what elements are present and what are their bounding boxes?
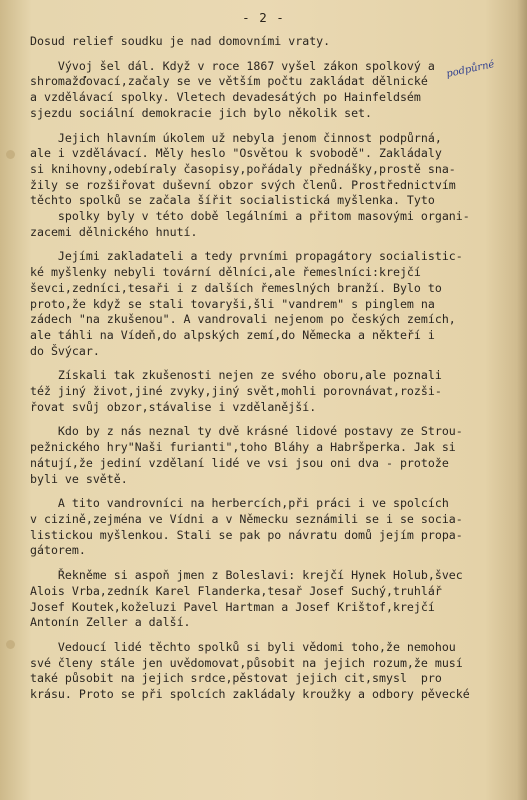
text-line: Antonín Zeller a další. [30,615,191,630]
body-text [30,34,500,703]
text-line: spolky byly v této době legálními a přitom masovými organi- [30,209,470,224]
text-line: zacemi dělnického hnutí. [30,224,198,239]
paragraph [30,640,500,703]
text-line: žily se rozšiřovat duševní obzor svých členů. Prostřednictvím [30,177,456,192]
text-line: do Švýcar. [30,343,100,358]
text-line: své členy stále jen uvědomovat,působit na jejich rozum,že musí [30,655,463,670]
text-line: v cizině,zejména ve Vídni a v Německu seznámili se i se socia- [30,511,463,526]
text-line: též jiný život,jiné zvyky,jiný svět,mohli porovnávat,rozši- [30,384,442,399]
paragraph [30,34,500,50]
text-line: Dosud relief soudku je nad domovními vraty. [30,34,331,48]
text-line: Alois Vrba,zedník Karel Flanderka,tesař Josef Suchý,truhlář [30,583,442,598]
text-line: A tito vandrovníci na herbercích,při práci i ve spolcích [30,496,449,511]
text-line: krásu. Proto se při spolcích zakládaly kroužky a odbory pěvecké [30,687,470,702]
text-line: Získali tak zkušenosti nejen ze svého oboru,ale poznali [30,368,442,383]
page-number: - 2 - [242,10,285,25]
text-line: Jejími zakladateli a tedy prvními propagátory socialistic- [30,249,463,264]
text-line: ale i vzdělávací. Měly heslo "Osvětou k svobodě". Zakládaly [30,146,442,161]
handwritten-margin-note: podpůrné [445,59,496,80]
text-line: pežnického hry"Naši furianti",toho Bláhy a Habršperka. Jak si [30,440,456,455]
text-line: Vývoj šel dál. Když v roce 1867 vyšel zákon spolkový a [30,58,435,73]
text-line: nátují,že jediní vzdělaní lidé ve vsi jsou oni dva - protože [30,455,449,470]
paragraph [30,424,500,487]
text-line: Řekněme si aspoň jmen z Boleslavi: krejčí Hynek Holub,švec [30,568,463,583]
text-line: Jejich hlavním úkolem už nebyla jenom činnost podpůrná, [30,130,442,145]
text-line: a vzdělávací spolky. Vletech devadesátých po Hainfeldsém [30,90,421,105]
text-line: zádech "na zkušenou". A vandrovali nejenom po českých zemích, [30,312,456,327]
text-line: ale táhli na Vídeň,do alpských zemí,do Německa a někteří i [30,327,435,342]
text-line: Kdo by z nás neznal ty dvě krásné lidové postavy ze Strou- [30,424,463,439]
text-line: proto,že když se stali tovaryši,šli "vandrem" s pinglem na [30,296,435,311]
text-line: těchto spolků se začala šířit socialistická myšlenka. Tyto [30,193,435,208]
paragraph [30,59,500,122]
paragraph [30,368,500,415]
text-line: sjezdu sociální demokracie jich bylo několik set. [30,105,373,120]
text-line: shromažďovací,začaly se ve větším počtu zakládat dělnické [30,74,428,89]
text-line: Josef Koutek,koželuzi Pavel Hartman a Josef Krištof,krejčí [30,599,435,614]
text-line: ké myšlenky nebyli tovární dělníci,ale řemeslníci:krejčí [30,265,421,280]
paragraph [30,131,500,241]
paragraph [30,496,500,559]
text-line: byli ve světě. [30,471,128,486]
text-line: Vedoucí lidé těchto spolků si byli vědomi toho,že nemohou [30,639,456,654]
text-line: si knihovny,odebíraly časopisy,pořádaly přednášky,prostě sna- [30,161,456,176]
punch-hole-bottom [6,640,15,649]
paragraph [30,249,500,359]
text-line: listickou myšlenkou. Stali se pak po návratu domů jejím propa- [30,527,463,542]
page-edge-shadow [517,0,527,800]
text-line: ševci,zedníci,tesaři i z dalších řemeslných branží. Bylo to [30,280,442,295]
punch-hole-top [6,150,15,159]
paragraph [30,568,500,631]
text-line: gátorem. [30,543,86,558]
text-line: také působit na jejich srdce,pěstovat jejich cit,smysl pro [30,671,442,686]
text-line: řovat svůj obzor,stávalise i vzdělanější. [30,399,317,414]
